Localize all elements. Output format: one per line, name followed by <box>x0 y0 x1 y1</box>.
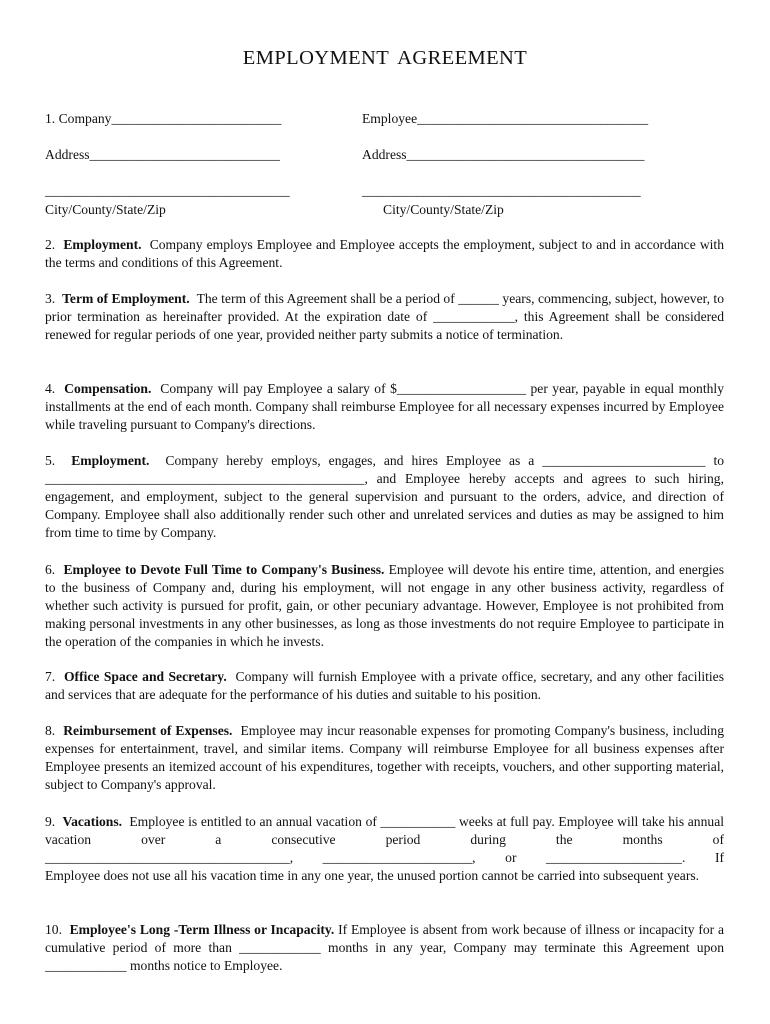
company-city-label: City/County/State/Zip <box>45 202 166 217</box>
employee-city-label: City/County/State/Zip <box>383 202 504 217</box>
section-heading: Employee to Devote Full Time to Company's Business. <box>63 562 385 577</box>
section-8: 8. Reimbursement of Expenses. Employee may incur reasonable expenses for promoting Company's business, including expenses for entertainment, travel, and similar items. Company will reimburse Employee for all business expenses after Employee presents an itemized account of his expenditures, together with receipts, vouchers, and other supporting material, subject to Company's approval. <box>45 723 725 792</box>
section-9-continued: Employee does not use all his vacation time in any one year, the unused portion cannot be carried into subsequent years. <box>45 868 700 883</box>
section-9: 9. Vacations. Employee is entitled to an annual vacation of ___________ weeks at full pay. Employee will take his annual vacation over a consecutive period during the months of <box>45 814 725 847</box>
section-6: 6. Employee to Devote Full Time to Company's Business. Employee will devote his entire time, attention, and energies to the business of Company and, during his employment, will not engage in any other business activity, regardless of whether such activity is pursued for profit, gain, or other pecuniary advantage. However, Employee is not prohibited from making personal investments in any other businesses, as long as those investments do not require Employee to participate in the operation of the companies in which he invests. <box>45 562 725 649</box>
employee-field[interactable]: Employee__________________________________ <box>362 111 649 126</box>
section-heading: Vacations. <box>62 814 123 829</box>
section-3: 3. Term of Employment. The term of this Agreement shall be a period of ______ years, commencing, subject, however, to prior termination as hereinafter provided. At the expiration date of ____________, this Agreement shall be considered renewed for regular periods of one year, provided neither party submits a notice of termination. <box>45 291 725 342</box>
section-4: 4. Compensation. Company will pay Employee a salary of $___________________ per year, payable in equal monthly installments at the end of each month. Company shall reimburse Employee for all necessary expenses incurred by Employee while traveling pursuant to Company's directions. <box>45 381 724 432</box>
section-heading: Employee's Long -Term Illness or Incapacity. <box>69 922 335 937</box>
section-7: 7. Office Space and Secretary. Company will furnish Employee with a private office, secretary, and any other facilities and services that are adequate for the performance of his duties and suitable to his position. <box>45 669 725 702</box>
company-field[interactable]: 1. Company_________________________ <box>45 111 282 126</box>
section-2: 2. Employment. Company employs Employee and Employee accepts the employment, subject to and in accordance with the terms and conditions of this Agreement. <box>45 237 724 270</box>
section-heading: Compensation. <box>64 381 152 396</box>
employee-address-field[interactable]: Address___________________________________ <box>362 147 645 162</box>
section-heading: Reimbursement of Expenses. <box>63 723 233 738</box>
section-10: 10. Employee's Long -Term Illness or Incapacity. If Employee is absent from work because of illness or incapacity for a cumulative period of more than ____________ months in any year, Company may terminate this Agreement upon ____________ months notice to Employee. <box>45 922 725 973</box>
section-9-months-line[interactable]: ____________________________________, ______________________, or ____________________. If <box>45 850 724 865</box>
company-address-field[interactable]: Address____________________________ <box>45 147 280 162</box>
section-heading: Office Space and Secretary. <box>63 669 227 684</box>
section-5: 5. Employment. Company hereby employs, engages, and hires Employee as a ________________________ to _______________________________________________, and Employee hereby accepts and agrees to such hiring, engagement, and employment, subject to the general supervision and pursuant to the orders, advice, and direction of Company. Employee shall also additionally render such other and unrelated services and duties as may be assigned to him from time to time by Company. <box>45 453 725 540</box>
employee-city-line[interactable]: _________________________________________ <box>362 183 641 198</box>
company-city-line[interactable]: ____________________________________ <box>45 183 290 198</box>
section-heading: Employment. <box>63 237 142 252</box>
document-title: EMPLOYMENT AGREEMENT <box>242 47 528 69</box>
section-heading: Term of Employment. <box>62 291 190 306</box>
section-heading: Employment. <box>71 453 150 468</box>
